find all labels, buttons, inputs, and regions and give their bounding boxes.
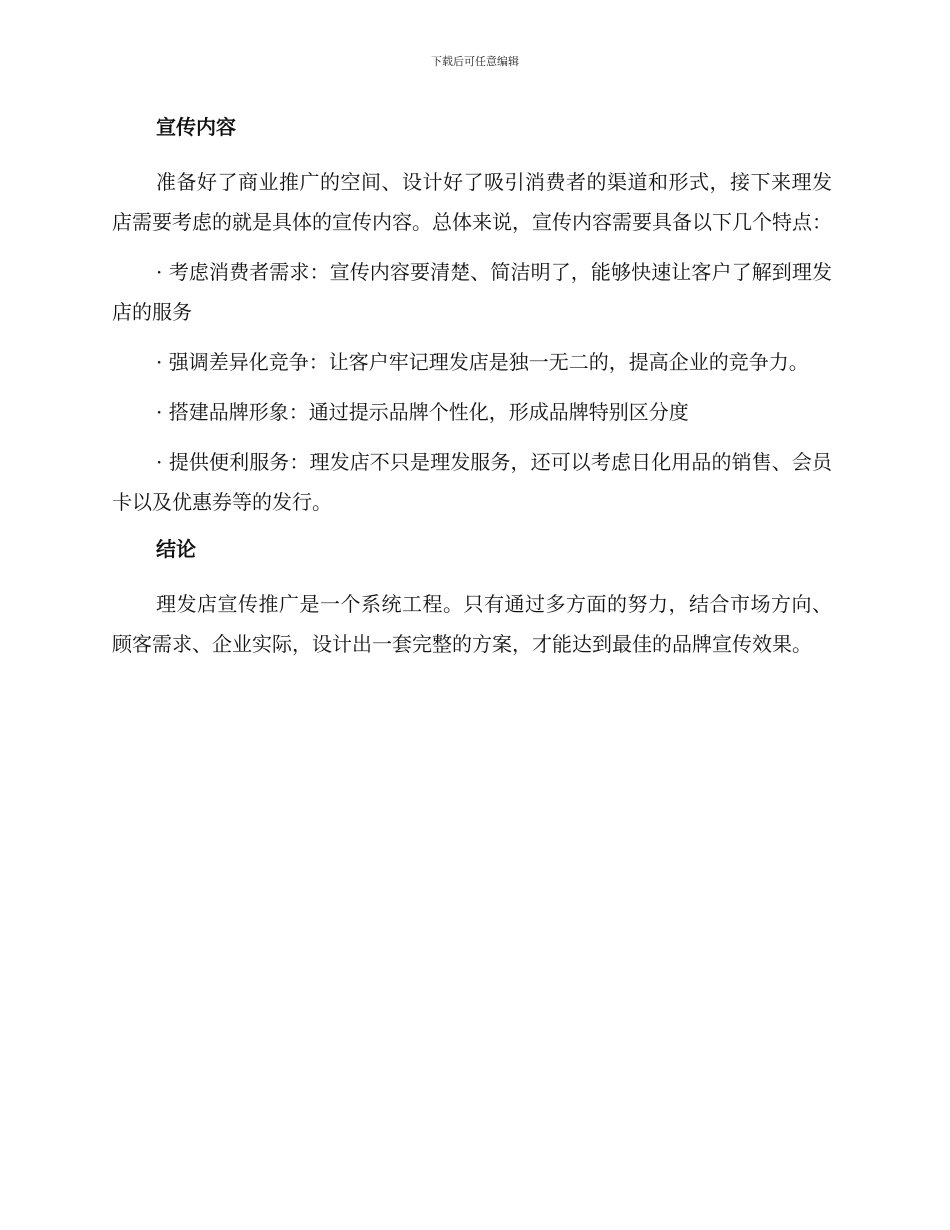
bullet-item: · 搭建品牌形象：通过提示品牌个性化，形成品牌特别区分度 [156,400,689,424]
bullet-item: · 提供便利服务：理发店不只是理发服务，还可以考虑日化用品的销售、会员卡以及优惠券等的发行。 [112,450,832,514]
page-header: 下载后可任意编辑 [431,55,519,68]
document-body [112,110,832,664]
section-heading-content: 宣传内容 [156,115,236,139]
conclusion-paragraph: 理发店宣传推广是一个系统工程。只有通过多方面的努力，结合市场方向、顾客需求、企业实际，设计出一套完整的方案，才能达到最佳的品牌宣传效果。 [112,592,832,656]
section-intro-paragraph: 准备好了商业推广的空间、设计好了吸引消费者的渠道和形式，接下来理发店需要考虑的就是具体的宣传内容。总体来说，宣传内容需要具备以下几个特点： [112,170,832,234]
bullet-item: · 强调差异化竞争：让客户牢记理发店是独一无二的，提高企业的竞争力。 [156,350,809,374]
section-heading-conclusion: 结论 [156,537,196,561]
bullet-item: · 考虑消费者需求：宣传内容要清楚、简洁明了，能够快速让客户了解到理发店的服务 [112,260,832,324]
